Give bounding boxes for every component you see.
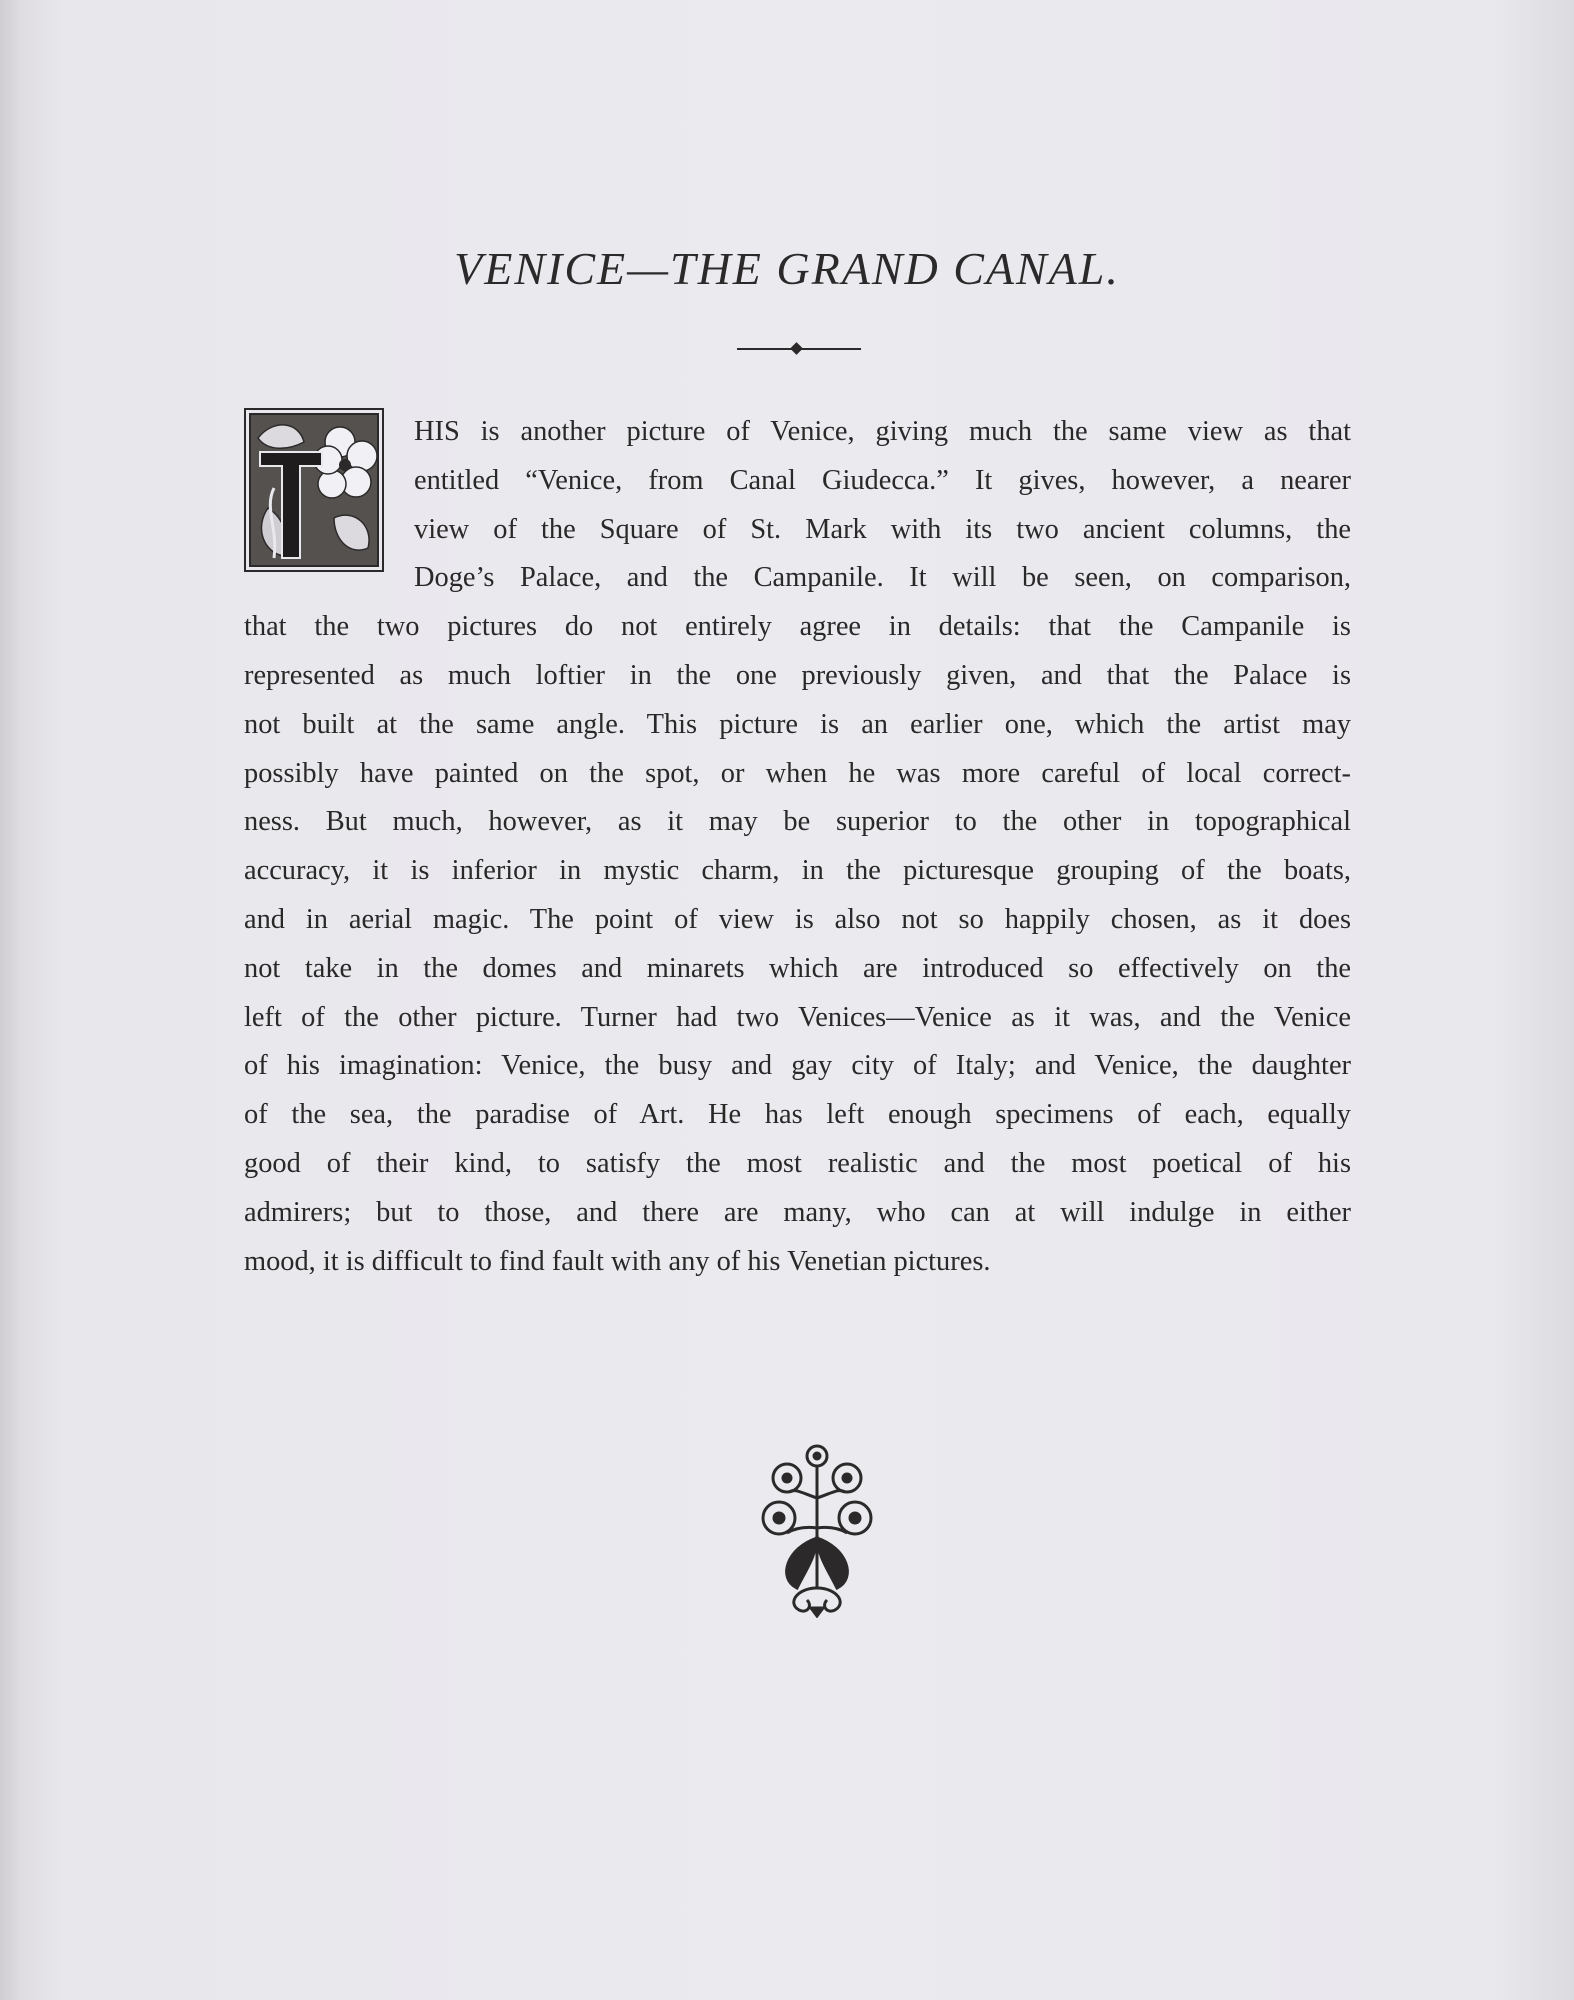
rule-diamond-ornament <box>790 342 803 355</box>
text-line: not take in the domes and minarets which are introduced so effectively on the <box>244 952 1351 984</box>
text-line: good of their kind, to satisfy the most realistic and the most poetical of his <box>244 1147 1351 1179</box>
text-line: entitled “Venice, from Canal Giudecca.” It gives, however, a nearer <box>414 464 1351 496</box>
text-line: mood, it is difficult to find fault with any of his Venetian pictures. <box>244 1245 991 1277</box>
text-line: admirers; but to those, and there are many, who can at will indulge in either <box>244 1196 1351 1228</box>
floral-tailpiece-icon <box>757 1438 877 1618</box>
text-line: represented as much loftier in the one previously given, and that the Palace is <box>244 659 1351 691</box>
text-line: that the two pictures do not entirely agree in details: that the Campanile is <box>244 611 1351 643</box>
page-title: VENICE—THE GRAND CANAL. <box>454 243 1120 294</box>
text-line: HIS is another picture of Venice, giving much the same view as that <box>414 416 1351 447</box>
text-line: ness. But much, however, as it may be superior to the other in topographical <box>244 806 1351 838</box>
text-line: of the sea, the paradise of Art. He has left enough specimens of each, equally <box>244 1099 1351 1131</box>
body-paragraph <box>244 408 1351 1286</box>
text-line: possibly have painted on the spot, or when he was more careful of local correct- <box>244 757 1351 789</box>
text-line: not built at the same angle. This picture is an earlier one, which the artist may <box>244 708 1351 740</box>
text-line: view of the Square of St. Mark with its two ancient columns, the <box>414 513 1351 545</box>
text-line: and in aerial magic. The point of view is also not so happily chosen, as it does <box>244 903 1351 935</box>
text-line: accuracy, it is inferior in mystic charm, in the picturesque grouping of the boats, <box>244 855 1351 887</box>
text-line: Doge’s Palace, and the Campanile. It will be seen, on comparison, <box>414 562 1351 594</box>
text-line: left of the other picture. Turner had two Venices—Venice as it was, and the Venice <box>244 1001 1351 1033</box>
text-line: of his imagination: Venice, the busy and gay city of Italy; and Venice, the daughter <box>244 1050 1351 1082</box>
